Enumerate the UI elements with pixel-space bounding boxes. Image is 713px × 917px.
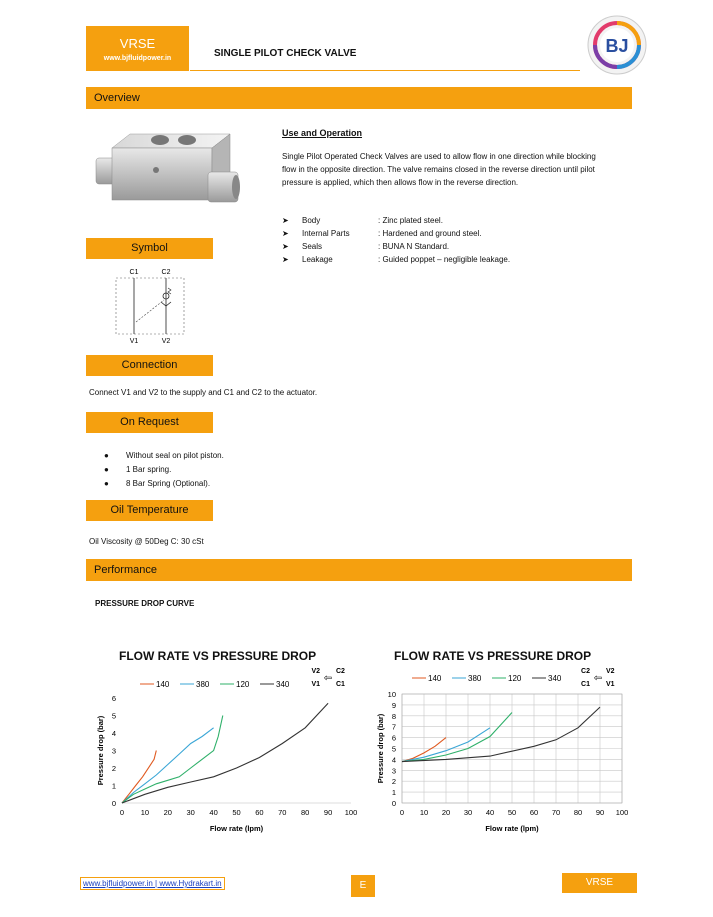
chart-2-x-tick-label: 60 xyxy=(529,808,539,817)
port-v1-label: V1 xyxy=(129,338,139,345)
chart-1-dir-top-right: C2 xyxy=(336,668,345,675)
chart-2-y-tick-label: 2 xyxy=(391,777,396,787)
chart-1-y-tick-label: 1 xyxy=(111,781,116,791)
chart-2-y-tick-label: 7 xyxy=(391,722,396,732)
chart-2-series-340 xyxy=(402,707,600,762)
chart-2-y-tick-label: 10 xyxy=(387,690,396,699)
list-item: ● 8 Bar Spring (Optional). xyxy=(104,479,211,488)
performance-heading: Performance xyxy=(86,559,632,581)
chart-1-y-tick-label: 0 xyxy=(111,799,116,808)
chart-1-dir-bottom-left: V1 xyxy=(311,681,320,688)
oil-temperature-text: Oil Viscosity @ 50Deg C: 30 cSt xyxy=(89,537,204,546)
chart-2-y-tick-label: 9 xyxy=(391,700,396,710)
bj-logo xyxy=(586,14,648,76)
feature-label: Internal Parts xyxy=(302,229,350,238)
chart-1-x-tick-label: 20 xyxy=(163,808,172,817)
chart-2-x-axis-title: Flow rate (lpm) xyxy=(485,824,539,833)
chart-1-x-tick-label: 50 xyxy=(232,808,241,817)
feature-value: : Hardened and ground steel. xyxy=(378,229,482,238)
overview-heading: Overview xyxy=(86,87,632,109)
chart-2-y-tick-label: 6 xyxy=(391,733,396,743)
on-request-list xyxy=(104,449,404,491)
chart-2 xyxy=(370,662,640,840)
chart-1-x-tick-label: 90 xyxy=(323,808,333,817)
chart-1-x-tick-label: 60 xyxy=(255,808,264,817)
pressure-drop-subheading: PRESSURE DROP CURVE xyxy=(95,599,195,608)
chart-2-legend-label: 140 xyxy=(428,674,442,683)
chart-1-x-tick-label: 10 xyxy=(140,808,150,817)
chart-2-x-tick-label: 20 xyxy=(441,808,451,817)
chart-1-legend-label: 120 xyxy=(236,680,250,689)
port-c1-label: C1 xyxy=(129,269,139,276)
footer-links[interactable]: www.bjfluidpower.in | www.Hydrakart.in xyxy=(80,877,225,890)
header-divider xyxy=(190,70,580,71)
chart-2-dir-bottom-right: V1 xyxy=(606,681,615,688)
chart-2-title: FLOW RATE VS PRESSURE DROP xyxy=(394,649,592,663)
feature-value: : BUNA N Standard. xyxy=(378,242,450,251)
chart-2-y-tick-label: 8 xyxy=(391,711,396,721)
chart-1 xyxy=(90,662,370,840)
on-request-heading: On Request xyxy=(86,412,213,433)
chart-1-x-tick-label: 80 xyxy=(301,808,310,817)
chart-1-x-tick-label: 40 xyxy=(209,808,218,817)
feature-label: Body xyxy=(302,216,321,225)
chart-2-x-tick-label: 70 xyxy=(551,808,561,817)
use-description: Single Pilot Operated Check Valves are used to allow flow in one direction while blocking flow in the opposite direction. The valve remains closed in the reverse direction until pilot pressure is applied, which then allows flow in the reverse direction. xyxy=(282,152,596,187)
symbol-heading: Symbol xyxy=(86,238,213,259)
chart-2-dir-top-right: V2 xyxy=(606,668,615,675)
chart-1-x-tick-label: 30 xyxy=(186,808,195,817)
chart-2-y-tick-label: 4 xyxy=(391,755,396,765)
footer-brand: VRSE xyxy=(562,873,637,893)
chart-1-dir-bottom-right: C1 xyxy=(336,681,345,688)
chart-2-x-tick-label: 90 xyxy=(595,808,605,817)
chart-1-y-tick-label: 3 xyxy=(111,746,116,756)
chart-1-x-tick-label: 0 xyxy=(119,808,125,817)
chart-1-legend-label: 340 xyxy=(276,680,290,689)
chart-2-y-tick-label: 1 xyxy=(391,788,396,798)
list-item: ● Without seal on pilot piston. xyxy=(104,451,224,460)
brand-website: www.bjfluidpower.in xyxy=(103,55,172,62)
chart-2-x-tick-label: 40 xyxy=(485,808,495,817)
valve-image xyxy=(92,120,242,235)
chart-2-y-tick-label: 3 xyxy=(391,766,396,776)
chart-2-legend-label: 380 xyxy=(468,674,482,683)
chart-2-x-tick-label: 100 xyxy=(615,808,629,817)
chart-1-x-tick-label: 100 xyxy=(344,808,358,817)
chart-2-x-tick-label: 0 xyxy=(399,808,405,817)
chart-1-y-tick-label: 6 xyxy=(111,694,116,703)
chart-1-x-tick-label: 70 xyxy=(278,808,287,817)
list-item: ● 1 Bar spring. xyxy=(104,465,172,474)
port-v2-label: V2 xyxy=(161,338,171,345)
chart-1-y-tick-label: 5 xyxy=(111,711,116,721)
feature-label: Leakage xyxy=(302,255,333,264)
chart-1-title: FLOW RATE VS PRESSURE DROP xyxy=(119,649,317,663)
chart-1-dir-arrow: ⇦ xyxy=(323,673,333,684)
oil-temperature-heading: Oil Temperature xyxy=(86,500,213,521)
feature-label: Seals xyxy=(302,242,323,251)
connection-text: Connect V1 and V2 to the supply and C1 and C2 to the actuator. xyxy=(89,388,318,397)
port-c2-label: C2 xyxy=(161,269,171,276)
brand-name: VRSE xyxy=(119,36,156,51)
chart-1-y-tick-label: 2 xyxy=(111,764,116,773)
footer-page-letter: E xyxy=(351,875,375,897)
chart-2-dir-arrow: ⇦ xyxy=(593,673,603,684)
chart-2-legend-label: 120 xyxy=(508,674,522,683)
chart-2-legend-label: 340 xyxy=(548,674,562,683)
brand-box xyxy=(86,26,189,71)
chart-1-series-140 xyxy=(122,751,156,804)
chart-2-dir-bottom-left: C1 xyxy=(581,681,590,688)
chart-1-series-380 xyxy=(122,728,214,803)
chart-2-x-tick-label: 80 xyxy=(573,808,583,817)
chart-2-series-120 xyxy=(402,713,512,762)
chart-1-y-tick-label: 4 xyxy=(111,729,116,738)
chart-2-y-tick-label: 5 xyxy=(391,744,396,754)
chart-2-y-tick-label: 0 xyxy=(391,799,396,808)
chart-1-legend-label: 380 xyxy=(196,680,210,689)
chart-2-x-tick-label: 10 xyxy=(419,808,429,817)
valve-symbol xyxy=(110,266,200,351)
feature-list: ➤ Body : Zinc plated steel. ➤ Internal Parts : Hardened and ground steel. ➤ Seals : BUNA N Standard. ➤ Leakage : Guided poppet – negligible leakage. xyxy=(282,216,511,264)
chart-1-y-axis-title: Pressure drop (bar) xyxy=(96,715,105,786)
chart-2-x-tick-label: 30 xyxy=(463,808,473,817)
chart-1-series-340 xyxy=(122,703,328,803)
chart-1-x-axis-title: Flow rate (lpm) xyxy=(209,824,264,833)
feature-value: : Guided poppet – negligible leakage. xyxy=(378,255,511,264)
connection-heading: Connection xyxy=(86,355,213,376)
page-title: SINGLE PILOT CHECK VALVE xyxy=(214,48,357,59)
use-heading: Use and Operation xyxy=(282,128,363,138)
chart-2-y-axis-title: Pressure drop (bar) xyxy=(376,713,385,784)
chart-2-dir-top-left: C2 xyxy=(581,668,590,675)
chart-1-dir-top-left: V2 xyxy=(311,668,320,675)
chart-2-x-tick-label: 50 xyxy=(507,808,517,817)
logo-text: BJ xyxy=(605,36,629,56)
feature-value: : Zinc plated steel. xyxy=(378,216,443,225)
chart-1-legend-label: 140 xyxy=(156,680,170,689)
